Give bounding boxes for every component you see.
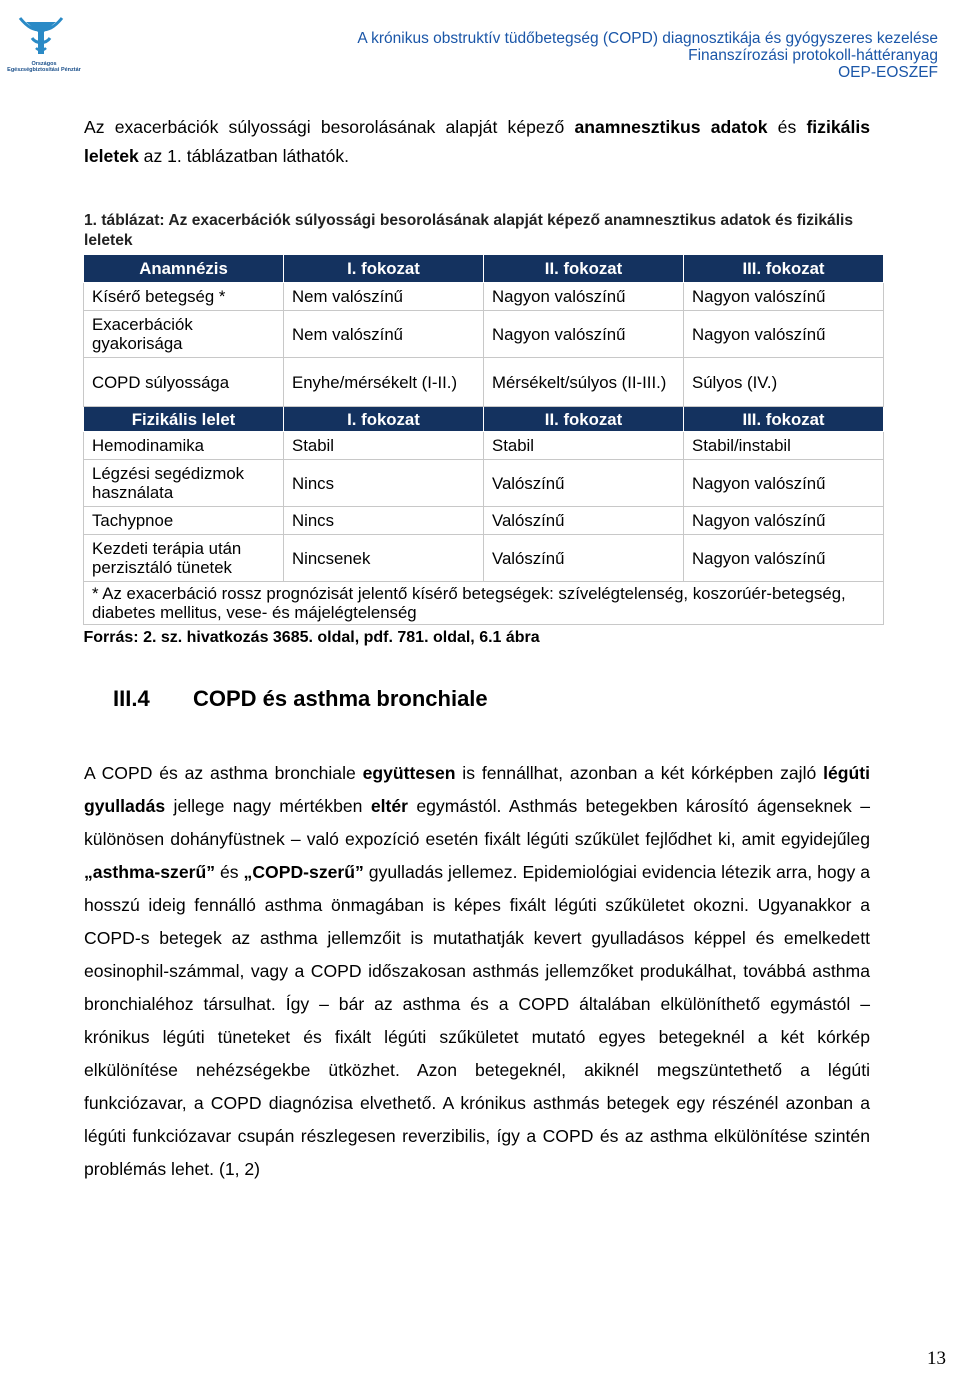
table-row [84, 460, 884, 507]
table-cell: Nagyon valószínű [684, 507, 884, 535]
table-cell: Hemodinamika [84, 432, 284, 460]
header-cell: II. fokozat [484, 255, 684, 283]
body-text: A COPD és az asthma bronchiale [84, 763, 363, 783]
table-cell: Nincs [284, 507, 484, 535]
table-row [84, 358, 884, 407]
table-header-row [84, 407, 884, 432]
header-cell: I. fokozat [284, 407, 484, 432]
source-cell [84, 625, 884, 650]
table-cell: Nagyon valószínű [684, 311, 884, 358]
body-bold: együttesen [362, 763, 456, 783]
table-cell: Valószínű [484, 507, 684, 535]
table-cell: COPD súlyossága [84, 358, 284, 407]
table-footnote: * Az exacerbáció rossz prognózisát jelentő kísérő betegségek: szívelégtelenség, koszorúér-betegség, diabetes mellitus, vese- és májelégtelenség [84, 582, 884, 625]
table-cell: Nem valószínű [284, 311, 484, 358]
header-line-1: A krónikus obstruktív tüdőbetegség (COPD) diagnosztikája és gyógyszeres kezelése [357, 30, 938, 47]
body-text: gyulladás jellemez. Epidemiológiai evidencia létezik arra, hogy a hosszú ideig fennálló asthma önmagában is képes fixált légúti szűkületet okozni. Ugyanakkor a COPD-s betegek az asthma jellemzőit is mutathatják kevert gyulladásos képpel és emelkedett eosinophil-számmal, vagy a COPD időszakosan asthmás jellemzőket produkálhat, továbbá asthma bronchialéhoz társulhat. Így – bár az asthma és a COPD általában elkülöníthető egymástól – krónikus légúti tüneteket és fixált légúti szűkületet mutató egyes betegeknél a két kórkép elkülönítése nehézségekbe ütközhet. Azon betegeknél, akiknél megszüntethető a légúti funkciózavar, a COPD diagnózisa elvethető. A krónikus asthmás betegek egy részénél azonban a légúti funkciózavar csupán részlegesen reverzibilis, így a COPD és az asthma elkülönítése szintén problémás lehet. (1, 2) [84, 862, 871, 1179]
page-number: 13 [927, 1348, 946, 1369]
intro-paragraph [84, 113, 870, 171]
body-bold: eltér [370, 796, 408, 816]
table-cell: Enyhe/mérsékelt (I-II.) [284, 358, 484, 407]
table-cell: Légzési segédizmok használata [84, 460, 284, 507]
table-row [84, 432, 884, 460]
intro-text: Az exacerbációk súlyossági besorolásának alapját képező [84, 117, 575, 137]
body-bold: „asthma-szerű” [84, 862, 216, 882]
body-bold: „COPD-szerű” [243, 862, 364, 882]
table-cell: Valószínű [484, 535, 684, 582]
logo-text: Országos Egészségbiztosítási Pénztár [7, 61, 81, 73]
table-cell: Tachypnoe [84, 507, 284, 535]
body-paragraph [84, 757, 870, 1186]
body-text: egymástól. Asthmás betegekben károsító ágenseknek – különösen dohányfüstnek – való expozíció esetén fixált légúti szűkület fejlődhet ki, amit egyidejűleg [84, 796, 870, 849]
oep-logo [6, 14, 81, 74]
header-cell: II. fokozat [484, 407, 684, 432]
header-line-2: Finanszírozási protokoll-háttéranyag [688, 47, 938, 64]
header-cell: I. fokozat [284, 255, 484, 283]
table-row [84, 507, 884, 535]
table-cell: Nagyon valószínű [684, 460, 884, 507]
body-bold: légúti gyulladás [84, 763, 871, 816]
header-cell: Fizikális lelet [84, 407, 284, 432]
header-cell: III. fokozat [684, 255, 884, 283]
section-title: COPD és asthma bronchiale [193, 686, 488, 711]
table-cell: Mérsékelt/súlyos (II-III.) [484, 358, 684, 407]
table-cell: Súlyos (IV.) [684, 358, 884, 407]
table-cell: Nagyon valószínű [484, 283, 684, 311]
table-cell: Stabil [484, 432, 684, 460]
running-header [357, 30, 938, 81]
section-number: III.4 [113, 686, 150, 711]
table-cell: Nincsenek [284, 535, 484, 582]
table-cell: Stabil [284, 432, 484, 460]
header-cell: Anamnézis [84, 255, 284, 283]
severity-table [83, 254, 884, 649]
table-row [84, 311, 884, 358]
intro-text: az 1. táblázatban láthatók. [138, 146, 350, 166]
table-source-row [84, 625, 884, 650]
table-cell: Nincs [284, 460, 484, 507]
table-cell: Nem valószínű [284, 283, 484, 311]
body-text: jellege nagy mértékben [165, 796, 371, 816]
table-source: Forrás: 2. sz. hivatkozás 3685. oldal, pdf. 781. oldal, 6.1 ábra [83, 628, 540, 646]
intro-bold: anamnesztikus adatok [574, 117, 768, 137]
table-cell: Exacerbációk gyakorisága [84, 311, 284, 358]
table-caption: 1. táblázat: Az exacerbációk súlyossági besorolásának alapját képező anamnesztikus adatok és fizikális leletek [84, 212, 854, 249]
intro-bold: fizikális leletek [84, 117, 871, 166]
table-cell: Nagyon valószínű [484, 311, 684, 358]
header-cell: III. fokozat [684, 407, 884, 432]
body-text: is fennállhat, azonban a két kórképben zajló [455, 763, 824, 783]
table-cell: Valószínű [484, 460, 684, 507]
table-cell: Kezdeti terápia után perzisztáló tünetek [84, 535, 284, 582]
header-line-3: OEP-EOSZEF [838, 64, 938, 81]
table-header-row [84, 255, 884, 283]
intro-text: és [767, 117, 807, 137]
table-row [84, 535, 884, 582]
table-cell: Nagyon valószínű [684, 535, 884, 582]
table-footnote-row [84, 582, 884, 625]
table-cell: Stabil/instabil [684, 432, 884, 460]
table-cell: Nagyon valószínű [684, 283, 884, 311]
table-row [84, 283, 884, 311]
body-text: és [215, 862, 244, 882]
table-cell: Kísérő betegség * [84, 283, 284, 311]
